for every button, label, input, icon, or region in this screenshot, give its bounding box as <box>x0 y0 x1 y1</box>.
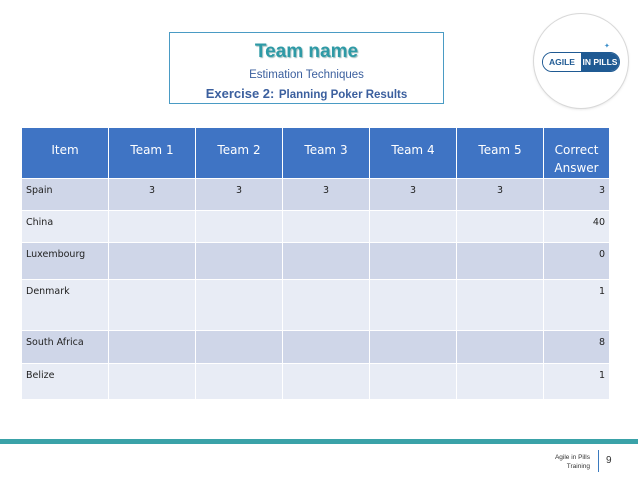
cell-team-5[interactable]: 3 <box>457 179 544 211</box>
cell-team-4[interactable] <box>370 211 457 243</box>
cell-correct-answer: 0 <box>544 243 610 280</box>
header-correct-answer: Correct Answer <box>544 128 610 179</box>
cell-team-5[interactable] <box>457 364 544 400</box>
exercise-heading <box>170 85 443 103</box>
cell-item: Denmark <box>22 280 109 331</box>
title-box <box>169 32 444 104</box>
cell-team-5[interactable] <box>457 211 544 243</box>
cell-item: South Africa <box>22 331 109 364</box>
cell-team-3[interactable] <box>283 331 370 364</box>
footer-divider <box>0 439 638 444</box>
table-row <box>22 331 610 364</box>
results-table <box>21 127 610 400</box>
cell-team-1[interactable] <box>109 280 196 331</box>
cell-item: China <box>22 211 109 243</box>
table-row <box>22 243 610 280</box>
cell-team-2[interactable] <box>196 331 283 364</box>
footer-separator <box>598 450 599 472</box>
cell-correct-answer: 1 <box>544 280 610 331</box>
cell-team-4[interactable] <box>370 243 457 280</box>
table-row <box>22 364 610 400</box>
table-row <box>22 280 610 331</box>
cell-team-3[interactable] <box>283 280 370 331</box>
cell-team-4[interactable] <box>370 331 457 364</box>
cell-team-4[interactable]: 3 <box>370 179 457 211</box>
cell-team-5[interactable] <box>457 280 544 331</box>
cell-team-2[interactable] <box>196 211 283 243</box>
pill-icon <box>542 52 620 72</box>
cell-item: Belize <box>22 364 109 400</box>
table-row <box>22 179 610 211</box>
footer-brand <box>555 453 590 471</box>
cell-correct-answer: 1 <box>544 364 610 400</box>
cell-team-5[interactable] <box>457 331 544 364</box>
logo-text-left: AGILE <box>543 53 581 71</box>
cell-correct-answer: 40 <box>544 211 610 243</box>
cell-correct-answer: 3 <box>544 179 610 211</box>
cell-team-2[interactable] <box>196 280 283 331</box>
cell-team-2[interactable]: 3 <box>196 179 283 211</box>
header-item: Item <box>22 128 109 179</box>
table-row <box>22 211 610 243</box>
cell-team-1[interactable]: 3 <box>109 179 196 211</box>
cell-team-5[interactable] <box>457 243 544 280</box>
agile-in-pills-logo <box>534 14 628 108</box>
cell-team-2[interactable] <box>196 364 283 400</box>
footer-brand-name: Agile in Pills <box>554 454 590 461</box>
header-team-5: Team 5 <box>457 128 544 179</box>
subtitle: Estimation Techniques <box>249 69 364 81</box>
cell-team-2[interactable] <box>196 243 283 280</box>
cell-item: Spain <box>22 179 109 211</box>
cell-team-1[interactable] <box>109 364 196 400</box>
star-icon: ✦ <box>604 43 610 50</box>
cell-team-1[interactable] <box>109 243 196 280</box>
table-header-row <box>22 128 610 179</box>
cell-item: Luxembourg <box>22 243 109 280</box>
exercise-title: Planning Poker Results <box>278 89 408 101</box>
page-number: 9 <box>606 455 612 466</box>
header-team-2: Team 2 <box>196 128 283 179</box>
cell-team-1[interactable] <box>109 331 196 364</box>
logo-text-right: IN PILLS <box>581 53 619 71</box>
cell-correct-answer: 8 <box>544 331 610 364</box>
cell-team-3[interactable] <box>283 243 370 280</box>
cell-team-4[interactable] <box>370 364 457 400</box>
header-team-1: Team 1 <box>109 128 196 179</box>
team-name-title: Team name <box>254 41 359 62</box>
cell-team-3[interactable] <box>283 211 370 243</box>
exercise-prefix: Exercise 2: <box>205 86 275 101</box>
header-team-3: Team 3 <box>283 128 370 179</box>
cell-team-3[interactable]: 3 <box>283 179 370 211</box>
cell-team-3[interactable] <box>283 364 370 400</box>
header-team-4: Team 4 <box>370 128 457 179</box>
cell-team-4[interactable] <box>370 280 457 331</box>
footer-label: Training <box>566 463 590 470</box>
cell-team-1[interactable] <box>109 211 196 243</box>
